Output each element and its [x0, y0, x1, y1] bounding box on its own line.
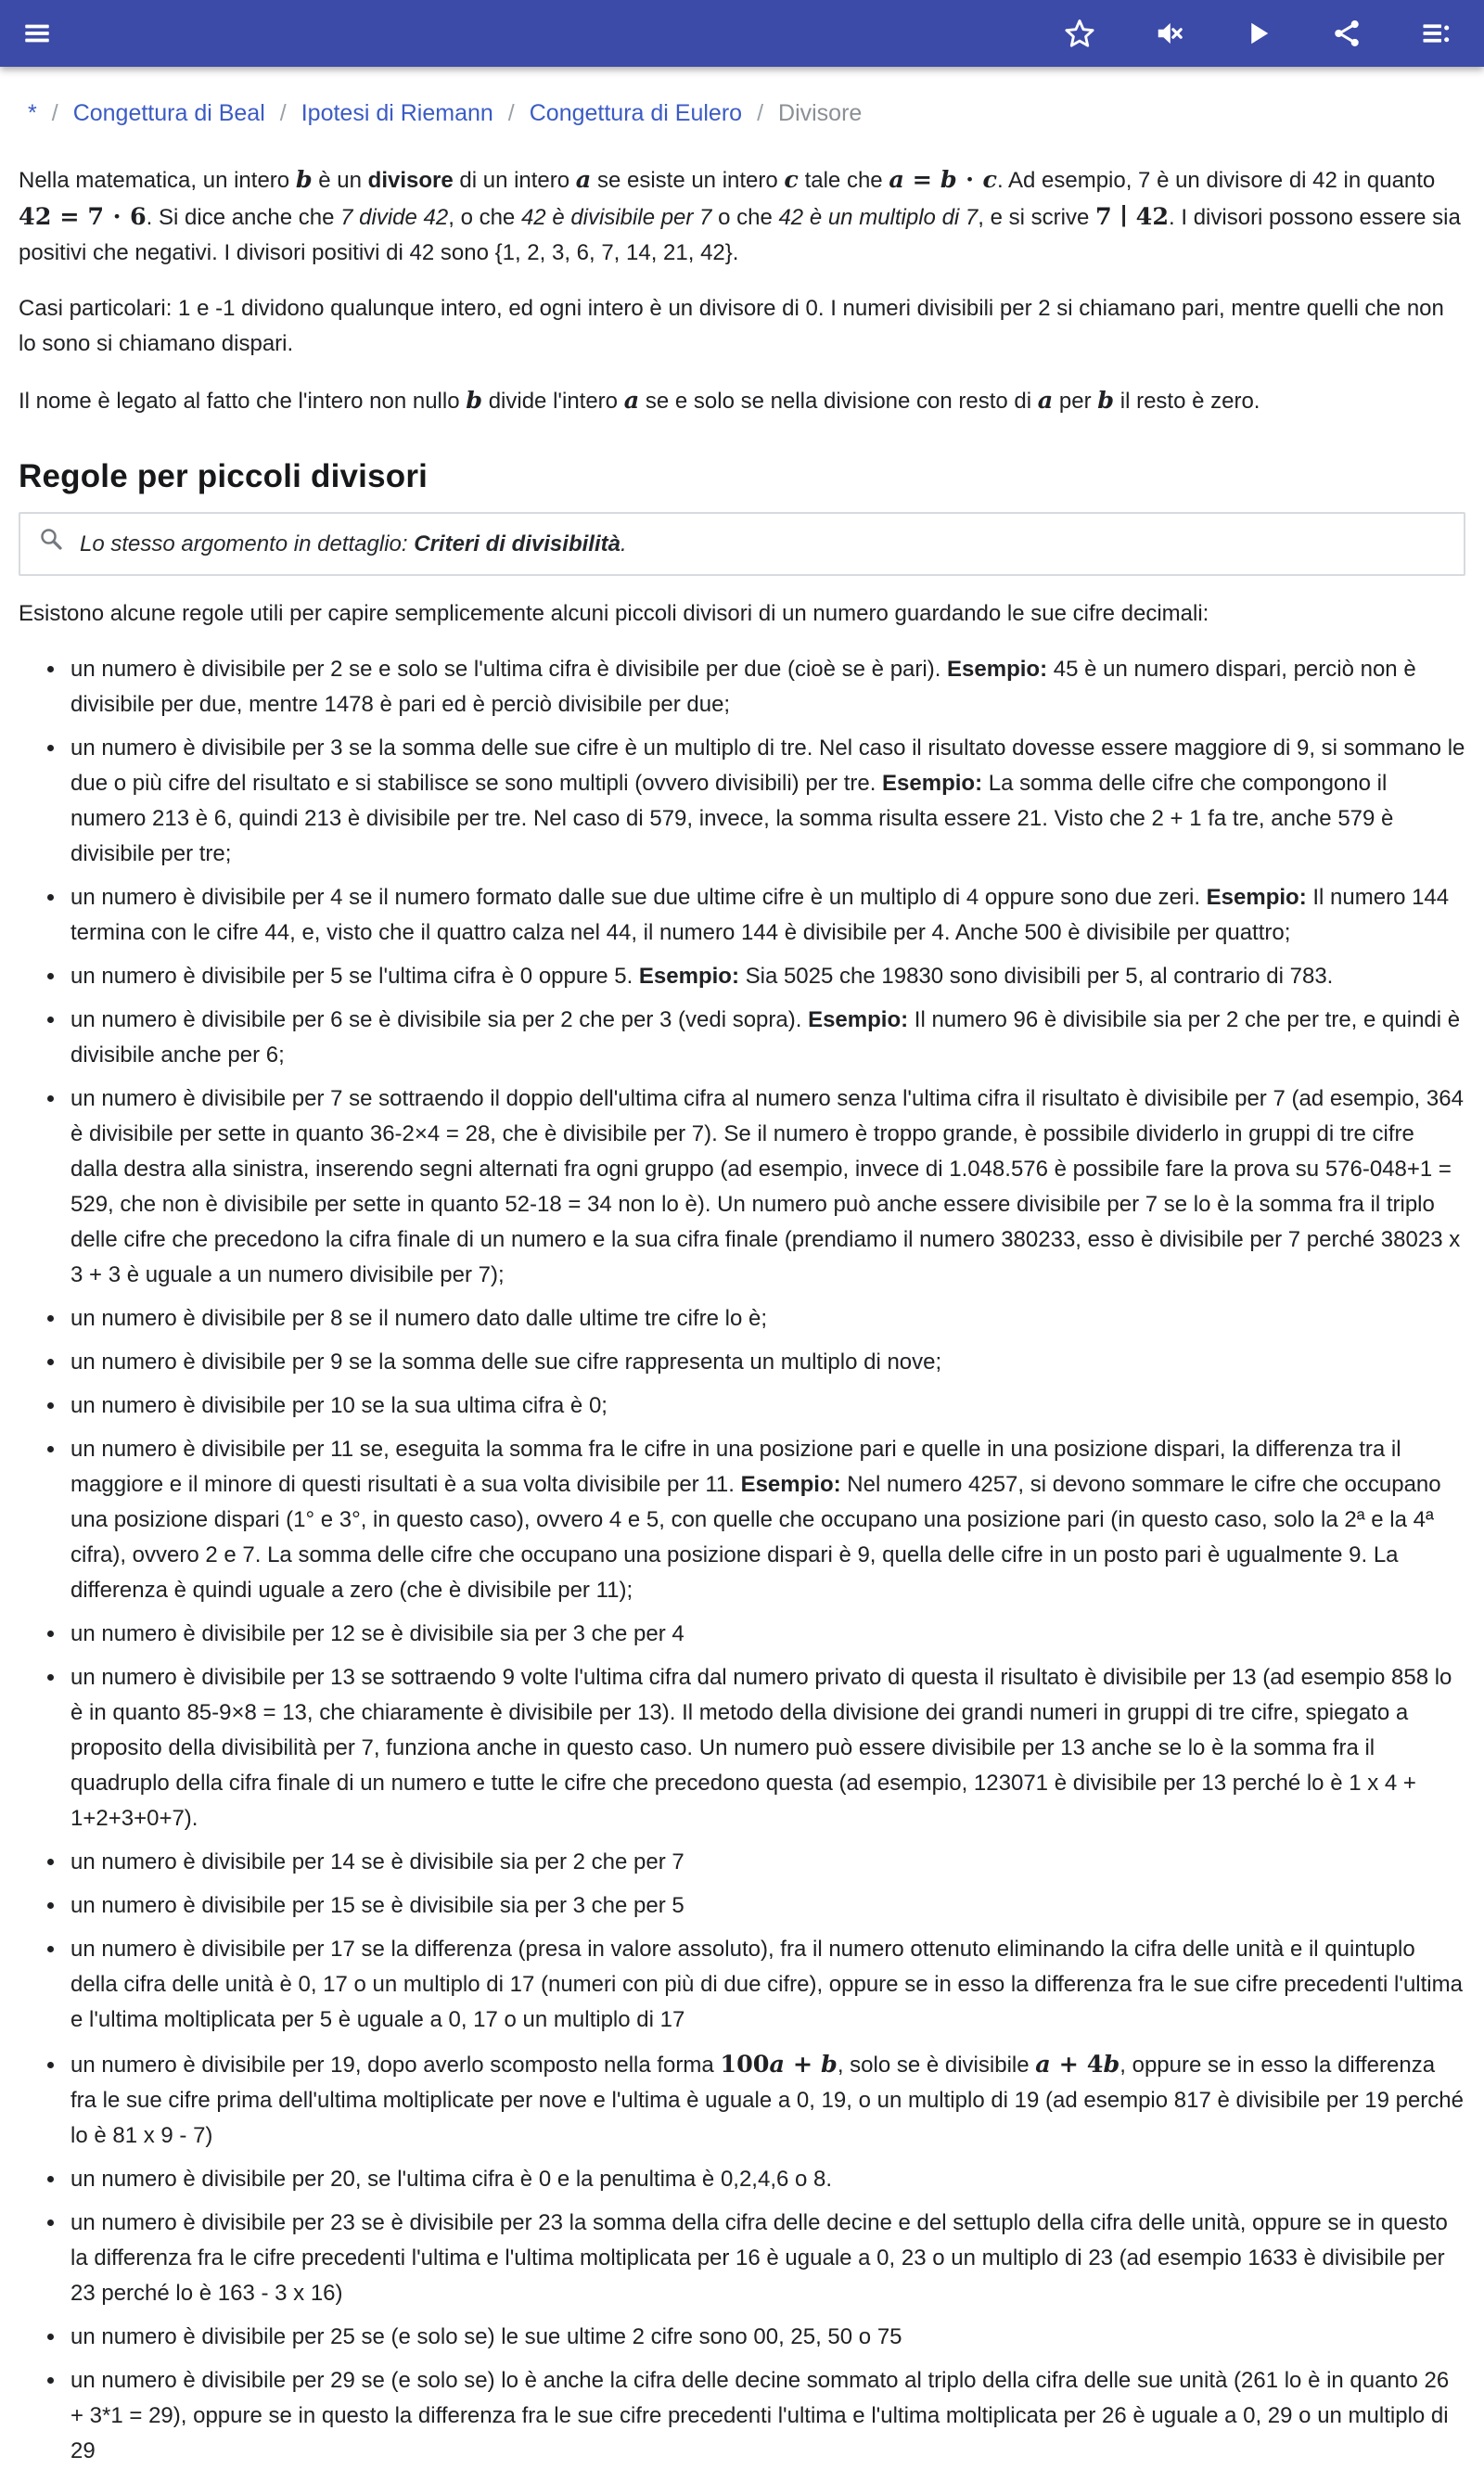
rule-item: • un numero è divisibile per 6 se è divisibile sia per 2 che per 3 (vedi sopra). Esempio: Il numero 96 è divisibile sia per 2 che per tre, e quindi è divisibile anche per 6;	[67, 1003, 1465, 1073]
star-outline-icon	[1063, 17, 1096, 50]
magnifier-icon	[37, 525, 65, 563]
breadcrumb-item-eulero[interactable]: Congettura di Eulero	[529, 100, 743, 126]
app-header	[0, 0, 1484, 67]
rule-item: • un numero è divisibile per 11 se, eseguita la somma fra le cifre in una posizione pari e quelle in una posizione dispari, la differenza tra il maggiore e il minore di questi risultati è a sua volta divisibile per 11. Esempio: Nel numero 4257, si devono sommare le cifre che occupano una posizione dispari (1° e 3°, in questo caso), ovvero 4 e 5, con quelle che occupano una posizione pari (in questo caso, solo la 2ª e la 4ª cifra), ovvero 2 e 7. La somma delle cifre che occupano una posizione dispari è 9, quella delle cifre in un posto pari è ugualmente 9. La differenza è quindi uguale a zero (che è divisibile per 11);	[67, 1432, 1465, 1608]
breadcrumb-item-beal[interactable]: Congettura di Beal	[72, 100, 265, 126]
rule-item: • un numero è divisibile per 2 se e solo se l'ultima cifra è divisibile per due (cioè se è pari). Esempio: 45 è un numero dispari, perciò non è divisibile per due, mentre 1478 è pari ed è perciò divisibile per due;	[67, 652, 1465, 723]
breadcrumb-item-riemann[interactable]: Ipotesi di Riemann	[301, 100, 493, 126]
rule-item: • un numero è divisibile per 10 se la sua ultima cifra è 0;	[67, 1388, 1465, 1424]
play-button[interactable]	[1235, 11, 1280, 56]
hatnote-text: Lo stesso argomento in dettaglio: Criteri di divisibilità.	[80, 531, 627, 556]
rule-item: • un numero è divisibile per 25 se (e solo se) le sue ultime 2 cifre sono 00, 25, 50 o 75	[67, 2320, 1465, 2355]
rule-item: • un numero è divisibile per 20, se l'ultima cifra è 0 e la penultima è 0,2,4,6 o 8.	[67, 2162, 1465, 2197]
header-actions	[1057, 11, 1471, 56]
breadcrumb-separator: /	[757, 100, 764, 126]
rule-item: • un numero è divisibile per 14 se è divisibile sia per 2 che per 7	[67, 1845, 1465, 1880]
rule-item: • un numero è divisibile per 8 se il numero dato dalle ultime tre cifre lo è;	[67, 1301, 1465, 1337]
section-title: Regole per piccoli divisori	[19, 458, 429, 494]
volume-off-icon	[1152, 17, 1185, 50]
menu-icon	[21, 18, 53, 49]
contents-button[interactable]	[1414, 11, 1458, 56]
article-paragraph: Casi particolari: 1 e -1 dividono qualunque intero, ed ogni intero è un divisore di 0. I numeri divisibili per 2 si chiamano pari, mentre quelli che non lo sono si chiamano dispari.	[19, 296, 1444, 356]
rule-item: • un numero è divisibile per 13 se sottraendo 9 volte l'ultima cifra dal numero privato di questa il risultato è divisibile per 13 (ad esempio 858 lo è in quanto 85-9×8 = 13, che chiaramente è divisibile per 13). Il metodo della divisione dei grandi numeri in gruppi di tre cifre, spiegato a proposito della divisibilità per 7, funziona anche in questo caso. Un numero può essere divisibile per 13 anche se lo è la somma fra il quadruplo della cifra finale di un numero e tutte le cifre che precedono questa (ad esempio, 123071 è divisibile per 13 perché lo è 1 x 4 + 1+2+3+0+7).	[67, 1660, 1465, 1836]
favorite-button[interactable]	[1057, 11, 1102, 56]
contents-list-icon	[1419, 17, 1452, 50]
article-paragraph: Nella matematica, un intero b è un divisore di un intero a se esiste un intero c tale che a = b ⋅ c. Ad esempio, 7 è un divisore di 42 in quanto 42 = 7 ⋅ 6. Si dice anche che 7 divide 42, o che 42 è divisibile per 7 o che 42 è un multiplo di 7, e si scrive 7 ∣ 42. I divisori possono essere sia positivi che negativi. I divisori positivi di 42 sono {1, 2, 3, 6, 7, 14, 21, 42}.	[19, 165, 1461, 265]
rule-item: • un numero è divisibile per 12 se è divisibile sia per 3 che per 4	[67, 1617, 1465, 1652]
article-body	[0, 134, 1484, 2469]
rule-item: • un numero è divisibile per 15 se è divisibile sia per 3 che per 5	[67, 1888, 1465, 1924]
rule-item: • un numero è divisibile per 23 se è divisibile per 23 la somma della cifra delle decine e del settuplo della cifra delle unità, oppure se in questo la differenza fra le cifre precedenti l'ultima e l'ultima moltiplicata per 16 è uguale a 0, 23 o un multiplo di 23 (ad esempio 1633 è divisibile per 23 perché lo è 163 - 3 x 16)	[67, 2206, 1465, 2311]
play-icon	[1241, 17, 1274, 50]
breadcrumb-separator: /	[279, 100, 287, 126]
breadcrumb	[0, 67, 1484, 134]
divisibility-rules-list	[19, 652, 1465, 2469]
breadcrumb-separator: /	[51, 100, 58, 126]
menu-button[interactable]	[15, 11, 59, 56]
rule-item: • un numero è divisibile per 7 se sottraendo il doppio dell'ultima cifra al numero senza l'ultima cifra il risultato è divisibile per 7 (ad esempio, 364 è divisibile per sette in quanto 36-2×4 = 28, che è divisibile per 7). Se il numero è troppo grande, è possibile dividerlo in gruppi di tre cifre dalla destra alla sinistra, inserendo segni alternati fra ogni gruppo (ad esempio, invece di 1.048.576 è possibile fare la prova su 576-048+1 = 529, che non è divisibile per sette in quanto 52-18 = 34 non lo è). Un numero può anche essere divisibile per 7 se lo è la somma fra il triplo delle cifre che precedono la cifra finale di un numero e la sua cifra finale (prendiamo il numero 380233, esso è divisibile per 7 perché 38023 x 3 + 3 è uguale a un numero divisibile per 7);	[67, 1081, 1465, 1293]
rule-item: • un numero è divisibile per 5 se l'ultima cifra è 0 oppure 5. Esempio: Sia 5025 che 19830 sono divisibili per 5, al contrario di 783.	[67, 959, 1465, 994]
rule-item: • un numero è divisibile per 9 se la somma delle sue cifre rappresenta un multiplo di nove;	[67, 1345, 1465, 1380]
share-icon	[1330, 17, 1363, 50]
rule-item: • un numero è divisibile per 17 se la differenza (presa in valore assoluto), fra il numero ottenuto eliminando la cifra delle unità e il quintuplo della cifra delle unità è 0, 17 o un multiplo di 17 (numeri con più di due cifre), oppure se in esso la differenza fra le sue cifre precedenti l'ultima e l'ultima moltiplicata per 5 è uguale a 0, 17 o un multiplo di 17	[67, 1932, 1465, 2038]
rules-intro: Esistono alcune regole utili per capire semplicemente alcuni piccoli divisori di un numero guardando le sue cifre decimali:	[19, 601, 1209, 626]
rule-item: • un numero è divisibile per 3 se la somma delle sue cifre è un multiplo di tre. Nel caso il risultato dovesse essere maggiore di 9, si sommano le due o più cifre del risultato e si stabilisce se sono multipli (ovvero divisibili) per tre. Esempio: La somma delle cifre che compongono il numero 213 è 6, quindi 213 è divisibile per tre. Nel caso di 579, invece, la somma risulta essere 21. Visto che 2 + 1 fa tre, anche 579 è divisibile per tre;	[67, 731, 1465, 872]
hatnote-link[interactable]: Criteri di divisibilità	[414, 531, 620, 556]
breadcrumb-item-root[interactable]: *	[28, 100, 37, 126]
article-paragraph: Il nome è legato al fatto che l'intero non nullo b divide l'intero a se e solo se nella divisione con resto di a per b il resto è zero.	[19, 386, 1260, 414]
hatnote	[19, 512, 1465, 576]
text-to-speech-button[interactable]	[1146, 11, 1191, 56]
breadcrumb-separator: /	[507, 100, 515, 126]
share-button[interactable]	[1324, 11, 1369, 56]
rule-item: • un numero è divisibile per 29 se (e solo se) lo è anche la cifra delle decine sommato al triplo della cifra delle sue unità (261 lo è in quanto 26 + 3*1 = 29), oppure se in questo la differenza fra le sue cifre precedenti l'ultima e l'ultima moltiplicata per 26 è uguale a 0, 29 o un multiplo di 29	[67, 2363, 1465, 2469]
breadcrumb-item-current: Divisore	[778, 100, 863, 126]
rule-item: • un numero è divisibile per 4 se il numero formato dalle sue due ultime cifre è un multiplo di 4 oppure sono due zeri. Esempio: Il numero 144 termina con le cifre 44, e, visto che il quattro calza nel 44, il numero 144 è divisibile per 4. Anche 500 è divisibile per quattro;	[67, 880, 1465, 951]
rule-item: • un numero è divisibile per 19, dopo averlo scomposto nella forma 100a + b, solo se è divisibile a + 4b, oppure se in esso la differenza fra le sue cifre prima dell'ultima moltiplicate per nove e l'ultima è uguale a 0, 19, o un multiplo di 19 (ad esempio 817 è divisibile per 19 perché lo è 81 x 9 - 7)	[67, 2046, 1465, 2154]
